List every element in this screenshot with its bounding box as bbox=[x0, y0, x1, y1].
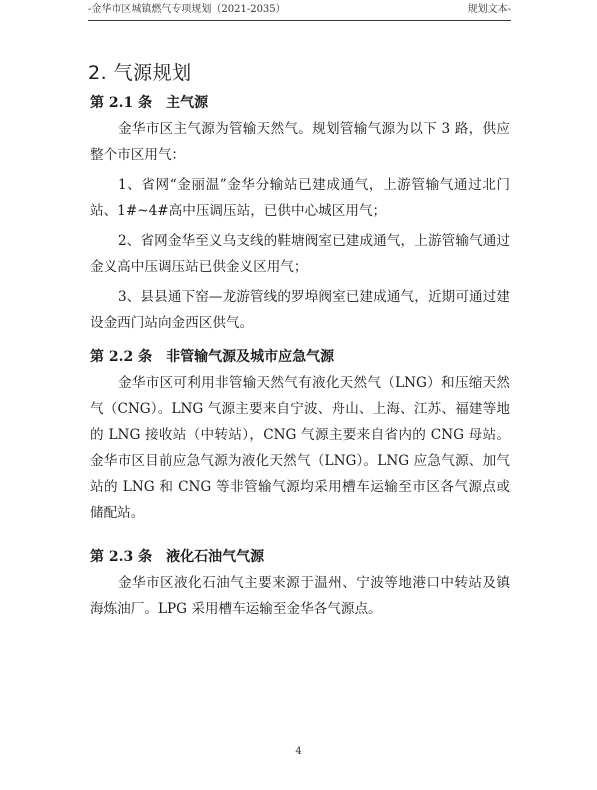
paragraph: 金华市区液化石油气主要来源于温州、宁波等地港口中转站及镇海炼油厂。LPG 采用槽车运输至金华各气源点。 bbox=[90, 575, 510, 617]
clause-number: 第 2.2 条 bbox=[90, 349, 153, 365]
page-number: 4 bbox=[295, 746, 302, 757]
clause-title: 主气源 bbox=[166, 95, 209, 111]
clause-title: 液化石油气气源 bbox=[166, 549, 265, 565]
clause-title: 非管输气源及城市应急气源 bbox=[166, 349, 335, 365]
page-header bbox=[88, 4, 511, 21]
paragraph: 2、省网金华至义乌支线的鞋塘阀室已建成通气，上游管输气通过金义高中压调压站已供金义区用气； bbox=[90, 233, 510, 275]
paragraph: 金华市区主气源为管输天然气。规划管输气源为以下 3 路，供应整个市区用气： bbox=[90, 121, 510, 163]
clause-heading-2-2 bbox=[90, 346, 334, 366]
clause-heading-2-3 bbox=[90, 546, 264, 566]
clause-heading-2-1 bbox=[90, 92, 208, 112]
clause-number: 第 2.3 条 bbox=[90, 549, 153, 565]
clause-number: 第 2.1 条 bbox=[90, 95, 153, 111]
header-document-title: -金华市区城镇燃气专项规划（2021-2035） bbox=[88, 4, 286, 15]
header-document-type: 规划文本- bbox=[467, 4, 511, 15]
section-title: 2. 气源规划 bbox=[88, 62, 192, 84]
paragraph: 3、县县通下窑—龙游管线的罗埠阀室已建成通气，近期可通过建设金西门站向金西区供气。 bbox=[90, 289, 510, 331]
paragraph: 1、省网“金丽温”金华分输站已建成通气，上游管输气通过北门站、1#~4#高中压调压站，已供中心城区用气； bbox=[90, 177, 510, 219]
paragraph: 金华市区可利用非管输天然气有液化天然气（LNG）和压缩天然气（CNG）。LNG 气源主要来自宁波、舟山、上海、江苏、福建等地的 LNG 接收站（中转站），CNG 气源主要来自省内的 CNG 母站。金华市区目前应急气源为液化天然气（LNG）。LNG 应急气源、加气站的 LNG 和 CNG 等非管输气源均采用槽车运输至市区各气源点或储配站。 bbox=[90, 375, 510, 521]
